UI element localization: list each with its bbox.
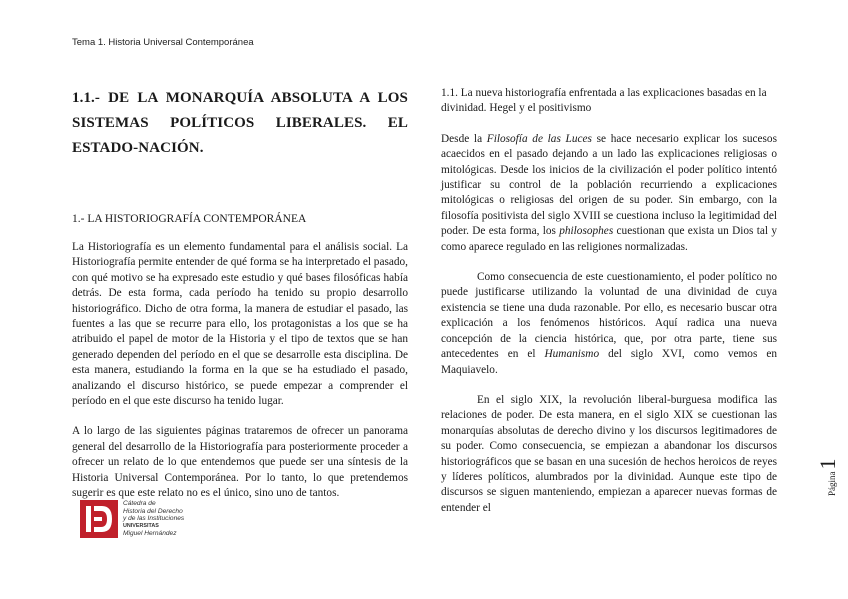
running-header: Tema 1. Historia Universal Contemporánea (72, 37, 254, 48)
logo-line: Cátedra de (123, 500, 156, 508)
section-heading: 1.- LA HISTORIOGRAFÍA CONTEMPORÁNEA (72, 213, 307, 225)
right-column (441, 86, 777, 531)
logo-line: y de las Instituciones (123, 515, 185, 523)
sub-heading: 1.1. La nueva historiografía enfrentada a las explicaciones basadas en la divinidad. Hegel y el positivismo (441, 87, 767, 115)
page-number-value: 1 (815, 458, 840, 470)
logo-text (123, 500, 184, 537)
logo-line: Historia del Derecho (123, 507, 183, 515)
page-number (797, 452, 841, 496)
main-title: 1.1.- DE LA MONARQUÍA ABSOLUTA A LOS SISTEMAS POLÍTICOS LIBERALES. EL ESTADO-NACIÓN. (72, 90, 408, 156)
emphasis-humanismo: Humanismo (544, 348, 600, 361)
left-paragraph-1: La Historiografía es un elemento fundamental para el análisis social. La Historiografía permite entender de qué forma se ha interpretado el pasado, con qué motivo se ha expresado este estudio y qué bases filosóficas había detrás. De esta forma, cada período ha tenido su propio desarrollo historiográfico. Dicho de otra forma, la manera de estudiar el pasado, las fuentes a las que se recurre para ello, los protagonistas a los que se ha atribuido el papel de motor de la Historia y el tipo de textos que se han generado dependen del período en el que se desarrolle esta disciplina. De esta manera, estudiando la forma en la que se ha estudiado el pasado, analizando el discurso histórico, se puede empezar a comprender el período en el que este discurso ha tenido lugar. (72, 241, 408, 408)
emphasis-philosophes: philosophes (559, 225, 614, 238)
left-paragraph-2: A lo largo de las siguientes páginas trataremos de ofrecer un panorama general del desarrollo de la Historiografía para posteriormente proceder a ofrecer un relato de lo que entendemos que puede ser una síntesis de la Historia Universal Contemporánea. Por lo tanto, lo que pretendemos sugerir es que este relato no es el único, sino uno de tantos. (72, 425, 408, 500)
text-run: Como consecuencia de este cuestionamiento, el poder político no puede justificarse utilizando la voluntad de una divinidad de cuya existencia se tiene una duda razonable. Por ello, es necesario buscar otra explicación a los fenómenos históricos. Aquí radica una nueva concepción de la ciencia histórica, que, por otra parte, tiene sus antecedentes en el (441, 271, 777, 361)
page-label: Página (827, 471, 837, 496)
right-paragraph-3: En el siglo XIX, la revolución liberal-burguesa modifica las relaciones de poder. De esta manera, en el siglo XIX se cuestionan las monarquías absolutas de derecho divino y los discursos legitimadores de su poder. Como consecuencia, se empiezan a abandonar los discursos historiográficos que se basan en una sucesión de hechos heroicos de reyes y líderes políticos, alumbrados por la divinidad. Aunque este tipo de discursos se siguen manteniendo, empiezan a aparecer nuevas formas de entender el (441, 393, 777, 514)
logo-university-name: Miguel Hernández (123, 530, 177, 538)
emphasis-filosofia: Filosofía de las Luces (486, 132, 592, 145)
logo-university: UNIVERSITAS (123, 522, 159, 529)
university-logo (80, 500, 184, 538)
left-column (72, 86, 408, 517)
text-run: Desde la (441, 132, 487, 145)
right-paragraph-1 (441, 132, 777, 255)
text-run: cuestionan que exista un Dios tal y como aparece regulado en las religiones normalizadas. (441, 225, 777, 253)
text-run: del siglo XVI, como vemos en Maquiavelo. (441, 348, 777, 376)
logo-mark-icon (80, 500, 118, 538)
right-paragraph-2 (441, 270, 777, 378)
text-run: se hace necesario explicar los sucesos acaecidos en el pasado dejando a un lado las explicaciones religiosas o mitológicas. Desde los inicios de la civilización el poder político intentó justificar su control de la población recurriendo a explicaciones mitológicas o religiosas del origen de su poder. Sin embargo, con la filosofía positivista del siglo XVIII se cuestiona incluso la legitimidad del poder. De esta forma, los (441, 132, 777, 238)
